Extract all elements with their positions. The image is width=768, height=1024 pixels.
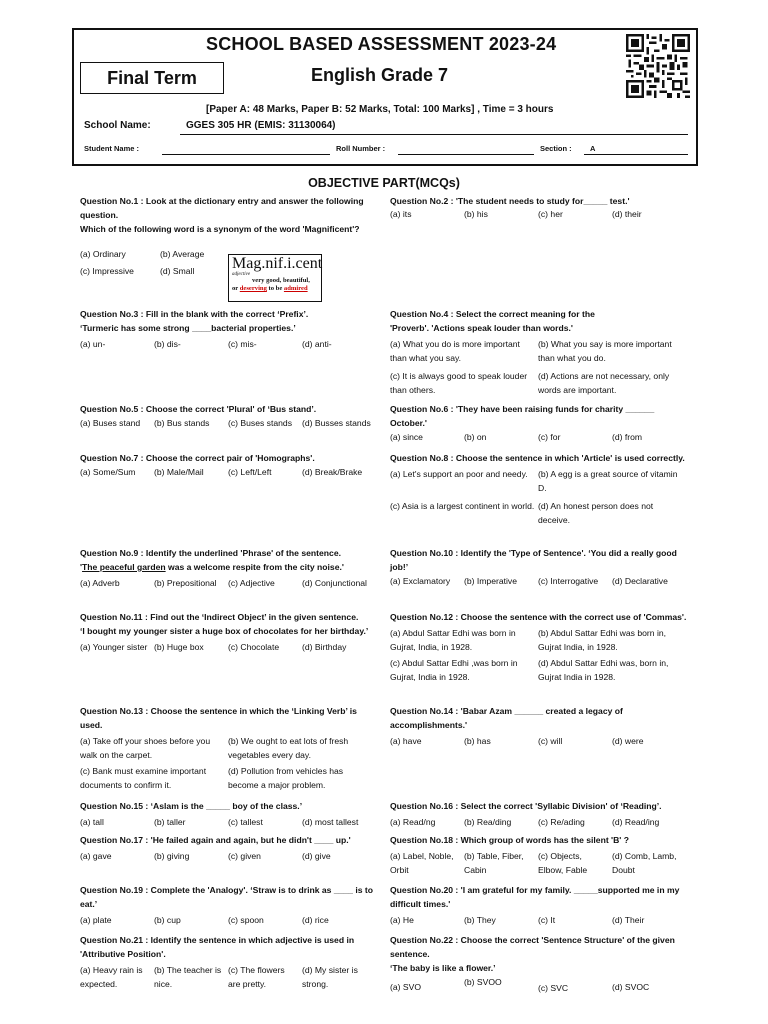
option-a[interactable]: (a) have (390, 736, 422, 746)
option-b[interactable]: (b) Average (160, 249, 205, 259)
option-b[interactable]: (b) giving (154, 851, 190, 861)
grade-title: English Grade 7 (311, 65, 449, 85)
option-a[interactable]: (a) Younger sister (80, 642, 148, 652)
option-d[interactable]: (d) their (612, 209, 642, 219)
question-7 (80, 451, 380, 480)
question-text: Question No.5 : Choose the correct 'Plural' of ‘Bus stand’. (80, 404, 317, 414)
question-text: Question No.2 : 'The student needs to study for_____ test.' (390, 196, 630, 206)
question-text: Question No.21 : Identify the sentence in which adjective is used in 'Attributive Position'. (80, 935, 355, 959)
option-d[interactable]: (d) Read/ing (612, 817, 660, 827)
section-title: OBJECTIVE PART(MCQs) (308, 176, 460, 190)
option-b[interactable]: (b) SVOO (464, 977, 502, 987)
option-a[interactable]: (a) tall (80, 817, 104, 827)
option-d[interactable]: (d) give (302, 851, 331, 861)
option-d[interactable]: (d) An honest person does not deceive. (538, 501, 654, 525)
question-text: Question No.22 : Choose the correct 'Sentence Structure' of the given sentence. (390, 935, 675, 959)
option-d[interactable]: (d) Actions are not necessary, only words are important. (538, 371, 670, 395)
option-d[interactable]: (d) SVOC (612, 981, 650, 992)
option-d[interactable]: (d) Busses stands (302, 418, 371, 428)
option-c[interactable]: (c) Abdul Sattar Edhi ,was born in Gujrat, India in 1928. (390, 658, 518, 682)
option-b[interactable]: (b) Huge box (154, 642, 204, 652)
question-21 (80, 933, 380, 991)
question-text: Question No.14 : 'Babar Azam ______ created a legacy of accomplishments.' (390, 706, 623, 730)
option-b[interactable]: (b) cup (154, 915, 181, 925)
term-box: Final Term (80, 62, 224, 94)
option-c[interactable]: (c) Re/ading (538, 817, 585, 827)
option-c[interactable]: (c) Bank must examine important documents to confirm it. (80, 766, 207, 790)
option-c[interactable]: (c) given (228, 851, 261, 861)
option-c[interactable]: (c) will (538, 736, 563, 746)
question-text-line2: ‘I bought my younger sister a huge box of chocolates for her birthday.’ (80, 626, 369, 636)
school-name-line (180, 134, 688, 135)
option-d[interactable]: (d) from (612, 432, 643, 442)
option-d[interactable]: (d) Birthday (302, 642, 347, 652)
dictionary-definition-1: very good, beautiful, (252, 277, 310, 284)
option-c[interactable]: (c) The flowers are pretty. (228, 965, 285, 989)
question-3 (80, 307, 380, 352)
option-b[interactable]: (b) The teacher is nice. (154, 965, 222, 989)
option-a[interactable]: (a) Let's support an poor and needy. (390, 469, 528, 479)
option-a[interactable]: (a) Label, Noble, Orbit (390, 851, 454, 875)
option-c[interactable]: (c) Left/Left (228, 467, 272, 477)
option-b[interactable]: (b) Rea/ding (464, 817, 512, 827)
school-name-label: School Name: (84, 120, 151, 131)
option-d[interactable]: (d) My sister is strong. (302, 965, 358, 989)
option-d[interactable]: (d) Their (612, 915, 645, 925)
option-b[interactable]: (b) taller (154, 817, 186, 827)
dictionary-definition-2: or deserving to be admired (232, 285, 308, 292)
question-text: Question No.12 : Choose the sentence with the correct use of 'Commas'. (390, 612, 687, 622)
student-name-field[interactable] (162, 154, 330, 155)
option-b[interactable]: (b) We ought to eat lots of fresh vegetables every day. (228, 736, 349, 760)
option-c[interactable]: (c) tallest (228, 817, 263, 827)
option-b[interactable]: (b) on (464, 432, 487, 442)
option-c[interactable]: (c) Asia is a largest continent in world. (390, 501, 535, 511)
roll-number-label: Roll Number : (336, 144, 386, 153)
question-text-line2: ‘The baby is like a flower.’ (390, 963, 496, 973)
option-b[interactable]: (b) Prepositional (154, 578, 217, 588)
option-a[interactable]: (a) What you do is more important than what you say. (390, 339, 520, 363)
question-22 (390, 933, 690, 996)
option-a[interactable]: (a) Heavy rain is expected. (80, 965, 143, 989)
option-d[interactable]: (d) rice (302, 915, 329, 925)
question-10 (390, 546, 690, 589)
question-16 (390, 799, 690, 830)
option-d[interactable]: (d) Abdul Sattar Edhi was, born in, Gujrat India in 1928. (538, 658, 669, 682)
option-c[interactable]: (c) Adjective (228, 578, 275, 588)
option-a[interactable]: (a) Adverb (80, 578, 120, 588)
question-14 (390, 704, 690, 749)
student-name-label: Student Name : (84, 144, 140, 153)
option-d[interactable]: (d) Pollution from vehicles has become a major problem. (228, 766, 344, 790)
question-12 (390, 610, 690, 684)
option-b[interactable]: (b) Abdul Sattar Edhi was born in, Gujrat India, in 1928. (538, 628, 667, 652)
option-a[interactable]: (a) its (390, 209, 412, 219)
option-d[interactable]: (d) were (612, 736, 644, 746)
question-text: Question No.11 : Find out the ‘Indirect Object’ in the given sentence. (80, 612, 359, 622)
option-c[interactable]: (c) Interrogative (538, 576, 599, 586)
dictionary-word: Mag.nif.i.cent (232, 255, 323, 272)
question-text: Question No.7 : Choose the correct pair of 'Homographs'. (80, 453, 315, 463)
option-d[interactable]: (d) most tallest (302, 817, 359, 827)
question-text: Question No.3 : Fill in the blank with the correct ‘Prefix’. (80, 309, 309, 319)
option-b[interactable]: (b) Table, Fiber, Cabin (464, 851, 524, 875)
option-a[interactable]: (a) un- (80, 339, 106, 349)
question-9 (80, 546, 380, 591)
question-2 (390, 194, 690, 222)
question-text: Question No.4 : Select the correct meaning for the 'Proverb'. 'Actions speak louder than words.' (390, 309, 595, 333)
question-text: Question No.20 : 'I am grateful for my family. _____supported me in my difficult times.' (390, 885, 680, 909)
question-text: Question No.10 : Identify the 'Type of Sentence'. ‘You did a really good job!’ (390, 548, 677, 572)
question-text: Question No.8 : Choose the sentence in which 'Article' is used correctly. (390, 453, 685, 463)
question-text: Question No.1 : Look at the dictionary entry and answer the following question. (80, 196, 364, 220)
option-c[interactable]: (c) Impressive (80, 265, 134, 276)
option-d[interactable]: (d) Declarative (612, 576, 668, 586)
option-c[interactable]: (c) Chocolate (228, 642, 280, 652)
question-11 (80, 610, 380, 655)
option-a[interactable]: (a) Ordinary (80, 249, 126, 259)
question-8 (390, 451, 690, 527)
option-c[interactable]: (c) mis- (228, 339, 257, 349)
option-a[interactable]: (a) SVO (390, 981, 422, 992)
dictionary-pos: adjective (232, 272, 251, 277)
assessment-title: SCHOOL BASED ASSESSMENT 2023-24 (206, 34, 557, 54)
option-b[interactable]: (b) dis- (154, 339, 181, 349)
question-20 (390, 883, 690, 928)
option-b[interactable]: (b) They (464, 915, 496, 925)
option-a[interactable]: (a) since (390, 432, 423, 442)
section-field[interactable] (584, 154, 688, 155)
option-c[interactable]: (c) Buses stands (228, 418, 292, 428)
question-5 (80, 402, 380, 431)
roll-number-field[interactable] (398, 154, 534, 155)
option-a[interactable]: (a) Read/ng (390, 817, 436, 827)
option-d[interactable]: (d) Comb, Lamb, Doubt (612, 851, 677, 875)
question-19 (80, 883, 380, 928)
question-4 (390, 307, 690, 397)
option-a[interactable]: (a) He (390, 915, 414, 925)
option-b[interactable]: (b) What you say is more important than what you do. (538, 339, 672, 363)
question-text: Question No.6 : 'They have been raising funds for charity ______ October.' (390, 404, 655, 428)
option-c[interactable]: (c) for (538, 432, 561, 442)
question-6 (390, 402, 690, 445)
question-text-line2: ‘Turmeric has some strong ____bacterial properties.’ (80, 323, 296, 333)
qr-code-icon (626, 34, 690, 98)
question-text: Question No.17 : 'He failed again and again, but he didn't ____ up.' (80, 835, 351, 845)
option-c[interactable]: (c) It (538, 915, 556, 925)
option-a[interactable]: (a) Exclamatory (390, 576, 451, 586)
option-b[interactable]: (b) his (464, 209, 488, 219)
option-d[interactable]: (d) Break/Brake (302, 467, 363, 477)
underlined-phrase: The peaceful garden (82, 562, 166, 572)
option-a[interactable]: (a) gave (80, 851, 112, 861)
option-b[interactable]: (b) Imperative (464, 576, 518, 586)
section-label: Section : (540, 144, 572, 153)
question-text: Question No.18 : Which group of words has the silent 'B' ? (390, 835, 629, 845)
option-c[interactable]: (c) Objects, Elbow, Fable (538, 851, 588, 875)
question-text-line2: Which of the following word is a synonym of the word 'Magnificent'? (80, 224, 360, 234)
option-b[interactable]: (b) Bus stands (154, 418, 210, 428)
question-17 (80, 833, 380, 864)
question-text: Question No.16 : Select the correct 'Syllabic Division' of ‘Reading’. (390, 801, 662, 811)
question-text: Question No.15 : ‘Aslam is the _____ boy of the class.’ (80, 801, 303, 811)
question-text: Question No.19 : Complete the 'Analogy'. ‘Straw is to drink as ____ is to eat.’ (80, 885, 373, 909)
question-text-line2: 'The peaceful garden was a welcome respite from the city noise.' (80, 562, 344, 572)
question-text: Question No.13 : Choose the sentence in which the ‘Linking Verb’ is used. (80, 706, 357, 730)
option-a[interactable]: (a) plate (80, 915, 112, 925)
option-c[interactable]: (c) SVC (538, 983, 569, 993)
option-b[interactable]: (b) has (464, 736, 491, 746)
option-d[interactable]: (d) Conjunctional (302, 578, 367, 588)
option-a[interactable]: (a) Some/Sum (80, 467, 136, 477)
option-b[interactable]: (b) A egg is a great source of vitamin D. (538, 469, 678, 493)
option-a[interactable]: (a) Take off your shoes before you walk on the carpet. (80, 736, 211, 760)
question-text: Question No.9 : Identify the underlined 'Phrase' of the sentence. (80, 548, 341, 558)
dictionary-entry (228, 254, 322, 302)
paper-info: [Paper A: 48 Marks, Paper B: 52 Marks, Total: 100 Marks] , Time = 3 hours (206, 104, 554, 115)
option-c[interactable]: (c) spoon (228, 915, 264, 925)
section-value: A (590, 144, 596, 153)
school-name-value: GGES 305 HR (EMIS: 31130064) (186, 120, 336, 131)
option-c[interactable]: (c) It is always good to speak louder than others. (390, 371, 528, 395)
option-a[interactable]: (a) Abdul Sattar Edhi was born in Gujrat, India, in 1928. (390, 628, 516, 652)
question-15 (80, 799, 380, 830)
option-c[interactable]: (c) her (538, 209, 563, 219)
question-18 (390, 833, 690, 877)
question-13 (80, 704, 380, 792)
option-d[interactable]: (d) Small (160, 265, 195, 276)
option-b[interactable]: (b) Male/Mail (154, 467, 204, 477)
option-a[interactable]: (a) Buses stand (80, 418, 141, 428)
option-d[interactable]: (d) anti- (302, 339, 332, 349)
